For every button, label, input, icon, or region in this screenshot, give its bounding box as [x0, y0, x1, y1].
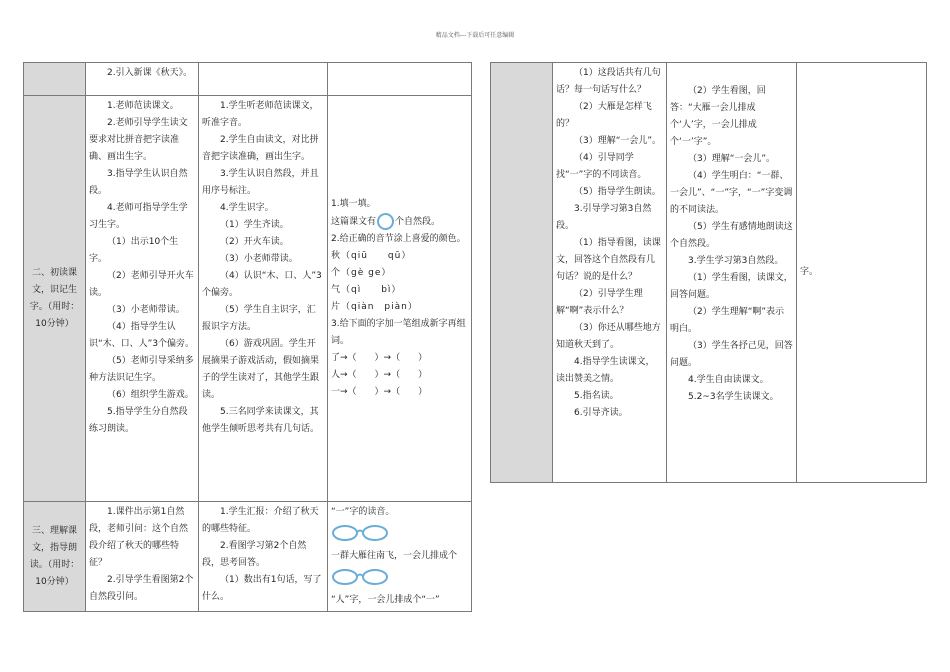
text-line: 5.指导学生分自然段练习朗读。 — [89, 407, 188, 434]
text-line: 4.学生识字。 — [220, 203, 274, 213]
text-line: （6）组织学生游戏。 — [107, 390, 194, 400]
text-line: （1）这段话共有几句话？每一句话写什么？ — [556, 68, 661, 95]
text-line: （3）学生各抒己见，回答问题。 — [670, 341, 793, 368]
text-line: （1）学生看图，读课文，回答问题。 — [670, 273, 793, 300]
text-line: （5）老师引导采纳多种方法识记生字。 — [89, 356, 194, 383]
stage-cell — [24, 63, 86, 96]
text-line: 5.指名读。 — [574, 391, 619, 401]
text-line: （4）学生明白：“一群、一会儿”、“一”字，“一”字变调的不同读法。 — [670, 171, 793, 215]
student-activity-cell — [667, 63, 797, 483]
writing-grid-icon — [331, 568, 393, 586]
teacher-activity-cell — [553, 63, 667, 483]
practice-cell — [328, 502, 472, 612]
text-line: （2）学生理解“啊”表示明白。 — [670, 307, 785, 334]
stage-cell: 二、初读课文，识记生字。（用时：10分钟） — [24, 96, 86, 502]
text-line: 4.老师可指导学生学习生字。 — [89, 203, 188, 230]
pinyin-option: 气（qì bì） — [331, 285, 402, 295]
text-line: 一群大雁往南飞，一会儿排成个 — [331, 551, 458, 561]
teacher-activity-cell — [86, 96, 199, 502]
exercise-fill-line — [331, 213, 468, 231]
pinyin-option: 个（gè ge） — [331, 268, 392, 278]
text-line: 1.学生汇报：介绍了秋天的哪些特征。 — [202, 507, 319, 534]
lesson-plan-table-right — [490, 62, 927, 483]
text-line: （2）开火车读。 — [220, 237, 289, 247]
student-activity-cell — [199, 96, 328, 502]
text-line: （1）学生齐读。 — [220, 220, 289, 230]
text-line: （6）游戏巩固。学生开展摘果子游戏活动，假如摘果子的学生读对了，其他学生跟读。 — [202, 339, 320, 400]
word-chain: 一→（ ）→（ ） — [331, 387, 428, 397]
text-line: 4.学生自由读课文。 — [688, 375, 769, 385]
writing-grid-icon — [331, 524, 393, 542]
text-line: “一”字的读音。 — [331, 507, 395, 517]
text-line: （4）认识“木、口、人”3个偏旁。 — [202, 271, 322, 298]
text-line: （3）小老师带读。 — [220, 254, 298, 264]
text-line: （4）引导同学找“一”字的不同读音。 — [556, 153, 647, 180]
pinyin-option: 秋（qiū qū） — [331, 251, 412, 261]
teacher-activity-cell — [86, 63, 199, 96]
text-line: 3.学生认识自然段，并且用序号标注。 — [202, 169, 319, 196]
text-line: 6.引导齐读。 — [574, 408, 628, 418]
table-row — [24, 63, 472, 96]
word-chain: 了→（ ）→（ ） — [331, 353, 428, 363]
text-line: 2.引导学生看图第2个自然段引问。 — [89, 575, 194, 602]
text-line: 3.指导学生认识自然段。 — [89, 169, 188, 196]
text-line: 2.学生自由读文，对比拼音把字读准确，画出生字。 — [202, 135, 319, 162]
text-line: 1.课件出示第1自然段，老师引问：这个自然段介绍了秋天的哪些特征？ — [89, 507, 189, 568]
exercise-title: 3.给下面的字加一笔组成新字再组词。 — [331, 319, 466, 346]
text-fragment: 个自然段。 — [395, 217, 441, 227]
text-line: （2）引导学生理解“啊”表示什么？ — [556, 289, 643, 316]
text-line: （5）指导学生朗读。 — [574, 187, 661, 197]
exercise-title: 2.给正确的音节涂上喜爱的颜色。 — [331, 234, 466, 244]
text-line: （3）理解“一会儿”。 — [688, 154, 776, 164]
stage-cell: 三、理解课文，指导朗读。（用时：10分钟） — [24, 502, 86, 612]
pinyin-option: 片（qiàn piàn） — [331, 302, 418, 312]
text-line: （2）老师引导开火车读。 — [89, 271, 194, 298]
text-line: （3）你还从哪些地方知道秋天到了。 — [556, 323, 661, 350]
table-row — [24, 96, 472, 502]
word-chain: 人→（ ）→（ ） — [331, 370, 428, 380]
text-line: 3.引导学习第3自然段。 — [556, 204, 652, 231]
text-line: （4）指导学生认识“木、口、人”3个偏旁。 — [89, 322, 195, 349]
text-line: （3）小老师带读。 — [107, 305, 185, 315]
text-line: （3）理解“一会儿”。 — [574, 136, 662, 146]
stage-cell — [491, 63, 553, 483]
text-line: （5）学生有感情地朗读这个自然段。 — [670, 222, 793, 249]
teacher-activity-cell — [86, 502, 199, 612]
answer-blank-circle[interactable] — [377, 213, 394, 230]
text-line: 5.2~3名学生读课文。 — [688, 392, 779, 402]
header-note: 精品文档---下载后可任意编辑 — [435, 32, 515, 39]
student-activity-cell — [199, 502, 328, 612]
practice-cell — [328, 96, 472, 502]
student-activity-cell — [199, 63, 328, 96]
text-line: 1.学生听老师范读课文，听准字音。 — [202, 101, 319, 128]
practice-cell — [328, 63, 472, 96]
text-line: 4.指导学生读课文，读出赞美之情。 — [556, 357, 655, 384]
text-line: （2）学生看图，回答：“大雁一会儿排成个‘人’字，一会儿排成个‘一’字”。 — [670, 86, 766, 147]
table-row — [491, 63, 927, 483]
text-line: 2.看图学习第2个自然段，思考回答。 — [202, 541, 307, 568]
text-line: 字。 — [800, 267, 819, 277]
text-line: （1）指导看图，读课文，回答这个自然段有几句话？说的是什么？ — [556, 238, 661, 282]
text-line: （1）出示10个生字。 — [89, 237, 179, 264]
text-line: 1.老师范读课文。 — [107, 101, 179, 111]
exercise-title: 1.填一填。 — [331, 199, 376, 209]
text-line: （1）数出有1句话，写了什么。 — [202, 575, 322, 602]
text-fragment: 这篇课文有 — [331, 217, 377, 227]
text-line: 2.老师引导学生读文要求对比拼音把字读准确、画出生字。 — [89, 118, 188, 162]
text-line: （5）学生自主识字，汇报识字方法。 — [202, 305, 316, 332]
text-line: 5.三名同学来读课文，其他学生倾听思考共有几句话。 — [202, 407, 320, 434]
text-line: “人”字，一会儿排成个“一” — [331, 595, 440, 605]
table-row — [24, 502, 472, 612]
practice-cell — [797, 63, 927, 483]
text-line: 3.学生学习第3自然段。 — [688, 256, 784, 266]
text-line: 2.引入新课《秋天》。 — [107, 68, 193, 78]
text-line: （2）大雁是怎样飞的？ — [556, 102, 652, 129]
lesson-plan-table-left — [23, 62, 472, 612]
